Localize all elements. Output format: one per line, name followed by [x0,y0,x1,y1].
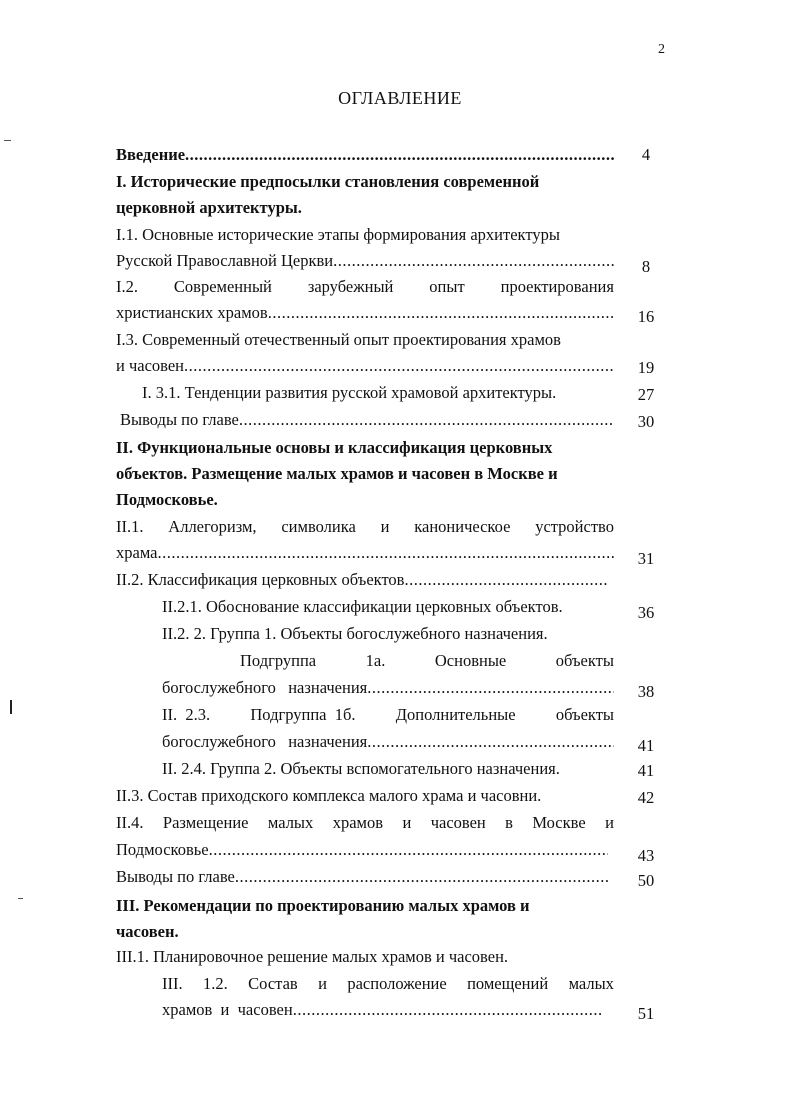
toc-entry-text: II.3. Состав приходского комплекса малого храма и часовни. [116,786,542,805]
word: Дополнительные [395,705,516,724]
toc-entry-page: 4 [641,145,651,164]
word: 1а. [365,651,386,670]
word: зарубежный [307,277,394,296]
toc-entry-text: I.1. Основные исторические этапы формирования архитектуры [116,225,560,244]
toc-entry-page: 41 [637,736,655,755]
word: Аллегоризм, [168,517,257,536]
toc-entry-text: I. 3.1. Тенденции развития русской храмовой архитектуры. [142,383,557,402]
toc-entry-text: Выводы по главе [116,867,235,886]
word: и [402,813,412,832]
scan-mark [18,898,23,899]
word: Размещение [162,813,249,832]
toc-entry-text [116,274,614,300]
toc-entry-page: 36 [637,603,655,622]
toc-entry-page: 27 [637,385,655,404]
word: Современный [173,277,272,296]
toc-entry-page: 51 [637,1004,655,1023]
word: Подгруппа [240,651,317,670]
toc-entry-text: Введение [116,145,186,164]
toc-entry-page: 31 [637,549,655,568]
word: и [318,974,327,993]
toc-entry-text: богослужебного назначения [162,678,368,697]
word: храмов [332,813,384,832]
word: Основные [434,651,507,670]
toc-entry-text: Русской Православной Церкви [116,251,334,270]
toc-entry-text: и часовен [116,356,184,375]
toc-entry-text: Выводы по главе [120,410,239,429]
word: устройство [535,517,614,536]
toc-entry-text: христианских храмов [116,303,268,322]
toc-entry-text: Подмосковье [116,840,209,859]
toc-entry-text [116,810,614,836]
word: II. 2.3. [162,705,211,724]
scan-mark [4,140,11,141]
toc-entry-text: храма [116,543,158,562]
toc-entry-text: II.2.1. Обоснование классификации церковных объектов. [162,597,563,616]
scan-mark [10,700,12,714]
word: III. [162,974,183,993]
word: I.2. [116,277,138,296]
word: II.1. [116,517,144,536]
toc-entry-page: 8 [641,257,651,276]
word: в [505,813,513,832]
toc-entry-text: I.3. Современный отечественный опыт проектирования храмов [116,330,561,349]
toc-entry-page: 16 [637,307,655,326]
toc-entry-page: 30 [637,412,655,431]
toc-entry-text [162,702,614,728]
toc-entry-text: храмов и часовен [162,1000,293,1019]
word: каноническое [414,517,511,536]
toc-entry-text [162,971,614,997]
word: Москве [532,813,586,832]
word: малых [267,813,314,832]
word: и [380,517,390,536]
word: объекты [555,705,614,724]
page-number: 2 [658,42,665,57]
toc-entry-page: 43 [637,846,655,865]
word: и [605,813,614,832]
word: проектирования [500,277,614,296]
word: II.4. [116,813,144,832]
toc-entry-text: церковной архитектуры. [116,198,302,217]
toc-entry-text: II. 2.4. Группа 2. Объекты вспомогательного назначения. [162,759,560,778]
word: 1.2. [203,974,228,993]
toc-entry-text: богослужебного назначения [162,732,368,751]
toc-entry-text: II.2. Классификация церковных объектов [116,570,405,589]
toc-entry-text: Подмосковье. [116,490,218,509]
toc-entry-text: часовен. [116,922,179,941]
word: опыт [429,277,465,296]
toc-entry-text [240,648,614,674]
word: Подгруппа 1б. [250,705,356,724]
toc-entry-text: объектов. Размещение малых храмов и часовен в Москве и [116,464,558,483]
toc-entry-text [116,514,614,540]
toc-entry-page: 41 [637,761,655,780]
toc-entry-text: II. Функциональные основы и классификация церковных [116,438,553,457]
toc-entry-text: III.1. Планировочное решение малых храмов и часовен. [116,947,509,966]
word: расположение [347,974,447,993]
toc-entry-text: III. Рекомендации по проектированию малых храмов и [116,896,530,915]
word: малых [568,974,614,993]
word: часовен [430,813,486,832]
toc-entry-page: 50 [637,871,655,890]
word: Состав [248,974,298,993]
word: объекты [555,651,614,670]
toc-entry-text: II.2. 2. Группа 1. Объекты богослужебного назначения. [162,624,548,643]
word: символика [281,517,356,536]
toc-title: ОГЛАВЛЕНИЕ [338,88,462,108]
toc-entry-page: 19 [637,358,655,377]
word: помещений [467,974,549,993]
toc-entry-text: I. Исторические предпосылки становления современной [116,172,540,191]
toc-entry-page: 42 [637,788,655,807]
toc-entry-page: 38 [637,682,655,701]
